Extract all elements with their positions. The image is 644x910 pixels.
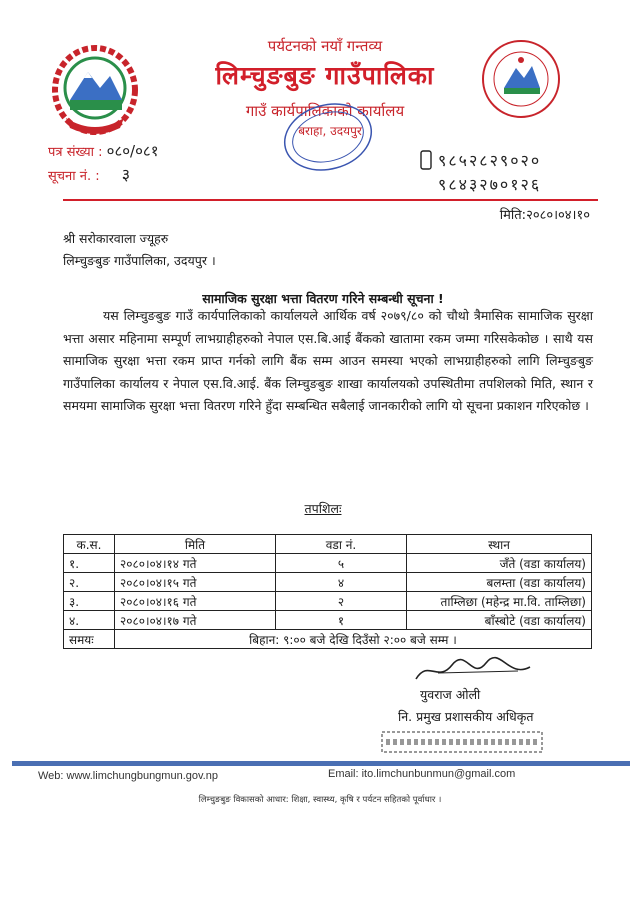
handwritten-signature-icon bbox=[408, 653, 538, 689]
nepal-emblem-icon bbox=[48, 40, 143, 140]
row-sn: २. bbox=[64, 573, 115, 592]
letter-number-label: पत्र संख्या : bbox=[48, 145, 103, 160]
table-row bbox=[64, 592, 592, 611]
row-date: २०८०।०४।१५ गते bbox=[115, 573, 276, 592]
row-ward: १ bbox=[276, 611, 407, 630]
phone-1: ९८५२८२९०२० bbox=[438, 151, 542, 170]
municipality-name: लिम्चुङबुङ गाउँपालिका bbox=[215, 61, 435, 90]
website-link[interactable]: Web: www.limchungbungmun.gov.np bbox=[38, 770, 218, 782]
mobile-phone-icon bbox=[420, 150, 432, 170]
time-value: बिहान: ९:०० बजे देखि दिउँसो २:०० बजे सम्म । bbox=[115, 630, 592, 649]
row-ward: २ bbox=[276, 592, 407, 611]
signature-stamp-icon bbox=[380, 728, 545, 756]
header-ward: वडा नं. bbox=[276, 535, 407, 554]
letter-number-value: ०८०/०८१ bbox=[106, 142, 159, 160]
header-date: मिति bbox=[115, 535, 276, 554]
municipality-seal-icon bbox=[480, 38, 562, 120]
notice-title: सामाजिक सुरक्षा भत्ता वितरण गरिने सम्बन्धी सूचना ! bbox=[202, 291, 444, 306]
signatory-title: नि. प्रमुख प्रशासकीय अधिकृत bbox=[398, 709, 534, 724]
letter-number bbox=[48, 141, 159, 161]
row-sn: ३. bbox=[64, 592, 115, 611]
row-date: २०८०।०४।१६ गते bbox=[115, 592, 276, 611]
header-divider bbox=[63, 199, 598, 201]
tagline: पर्यटनको नयाँ गन्तव्य bbox=[267, 37, 383, 55]
row-place: ताम्लिछा (महेन्द्र मा.वि. ताम्लिछा) bbox=[407, 592, 592, 611]
footer-divider bbox=[12, 761, 630, 766]
row-place: जँते (वडा कार्यालय) bbox=[407, 554, 592, 573]
addressee-line-1: श्री सरोकारवाला ज्यूहरु bbox=[63, 231, 169, 246]
table-row bbox=[64, 573, 592, 592]
header-place: स्थान bbox=[407, 535, 592, 554]
row-date: २०८०।०४।१४ गते bbox=[115, 554, 276, 573]
schedule-heading: तपशिलः bbox=[304, 501, 342, 516]
office-stamp-icon bbox=[278, 98, 378, 176]
notice-number bbox=[48, 163, 130, 185]
row-sn: ४. bbox=[64, 611, 115, 630]
row-sn: १. bbox=[64, 554, 115, 573]
row-ward: ५ bbox=[276, 554, 407, 573]
row-date: २०८०।०४।१७ गते bbox=[115, 611, 276, 630]
table-header-row bbox=[64, 535, 592, 554]
footer-motto: लिम्चुङबुङ विकासको आधार: शिक्षा, स्वास्थ्य, कृषि र पर्यटन सहितको पूर्वाधार । bbox=[198, 795, 442, 805]
notice-number-value: ३ bbox=[121, 165, 131, 184]
table-row bbox=[64, 611, 592, 630]
notice-number-label: सूचना नं. : bbox=[48, 169, 100, 184]
letter-date: मिति:२०८०।०४।१० bbox=[499, 208, 590, 223]
row-place: बाँस्बोटे (वडा कार्यालय) bbox=[407, 611, 592, 630]
table-row bbox=[64, 554, 592, 573]
notice-body bbox=[63, 305, 593, 418]
row-ward: ४ bbox=[276, 573, 407, 592]
phone-2: ९८४३२७०१२६ bbox=[438, 175, 542, 194]
office-name: गाउँ कार्यपालिकाको कार्यालय bbox=[245, 102, 405, 120]
header-sn: क.स. bbox=[64, 535, 115, 554]
row-place: बलम्ता (वडा कार्यालय) bbox=[407, 573, 592, 592]
time-label: समयः bbox=[64, 630, 115, 649]
email-link[interactable]: Email: ito.limchunbunmun@gmail.com bbox=[328, 768, 516, 780]
time-row bbox=[64, 630, 592, 649]
distribution-schedule-table bbox=[63, 534, 592, 649]
notice-body-text: यस लिम्चुङबुङ गाउँ कार्यपालिकाको कार्यालयले आर्थिक वर्ष २०७९/८० को चौथो त्रैमासिक सामाजिक सुरक्षा भत्ता असार महिनामा सम्पूर्ण लाभग्राहीहरुको नेपाल एस.बि.आई बैंकको खातामा रकम जम्मा गरिसकेकोछ । साथै यस सामाजिक सुरक्षा भत्ता रकम प्राप्त गर्नको लागि बैंक सम्म आउन समस्या भएको लाभग्राहीहरुको लागि लिम्चुङबुङ गाउँपालिका कार्यालय र नेपाल एस.वि.आई. बैंक लिम्चुङबुङ शाखा कार्यालयको उपस्थितीमा तपशिलको मिति, स्थान र समयमा सामाजिक सुरक्षा भत्ता वितरण गरिने हुँदा सम्बन्धित सबैलाई जानकारीको लागि यो सूचना प्रकाशन गरिएकोछ । bbox=[63, 308, 593, 413]
office-address: बराहा, उदयपुर bbox=[298, 124, 362, 138]
signatory-name: युवराज ओली bbox=[420, 687, 481, 702]
addressee-line-2: लिम्चुङबुङ गाउँपालिका, उदयपुर । bbox=[63, 253, 216, 268]
